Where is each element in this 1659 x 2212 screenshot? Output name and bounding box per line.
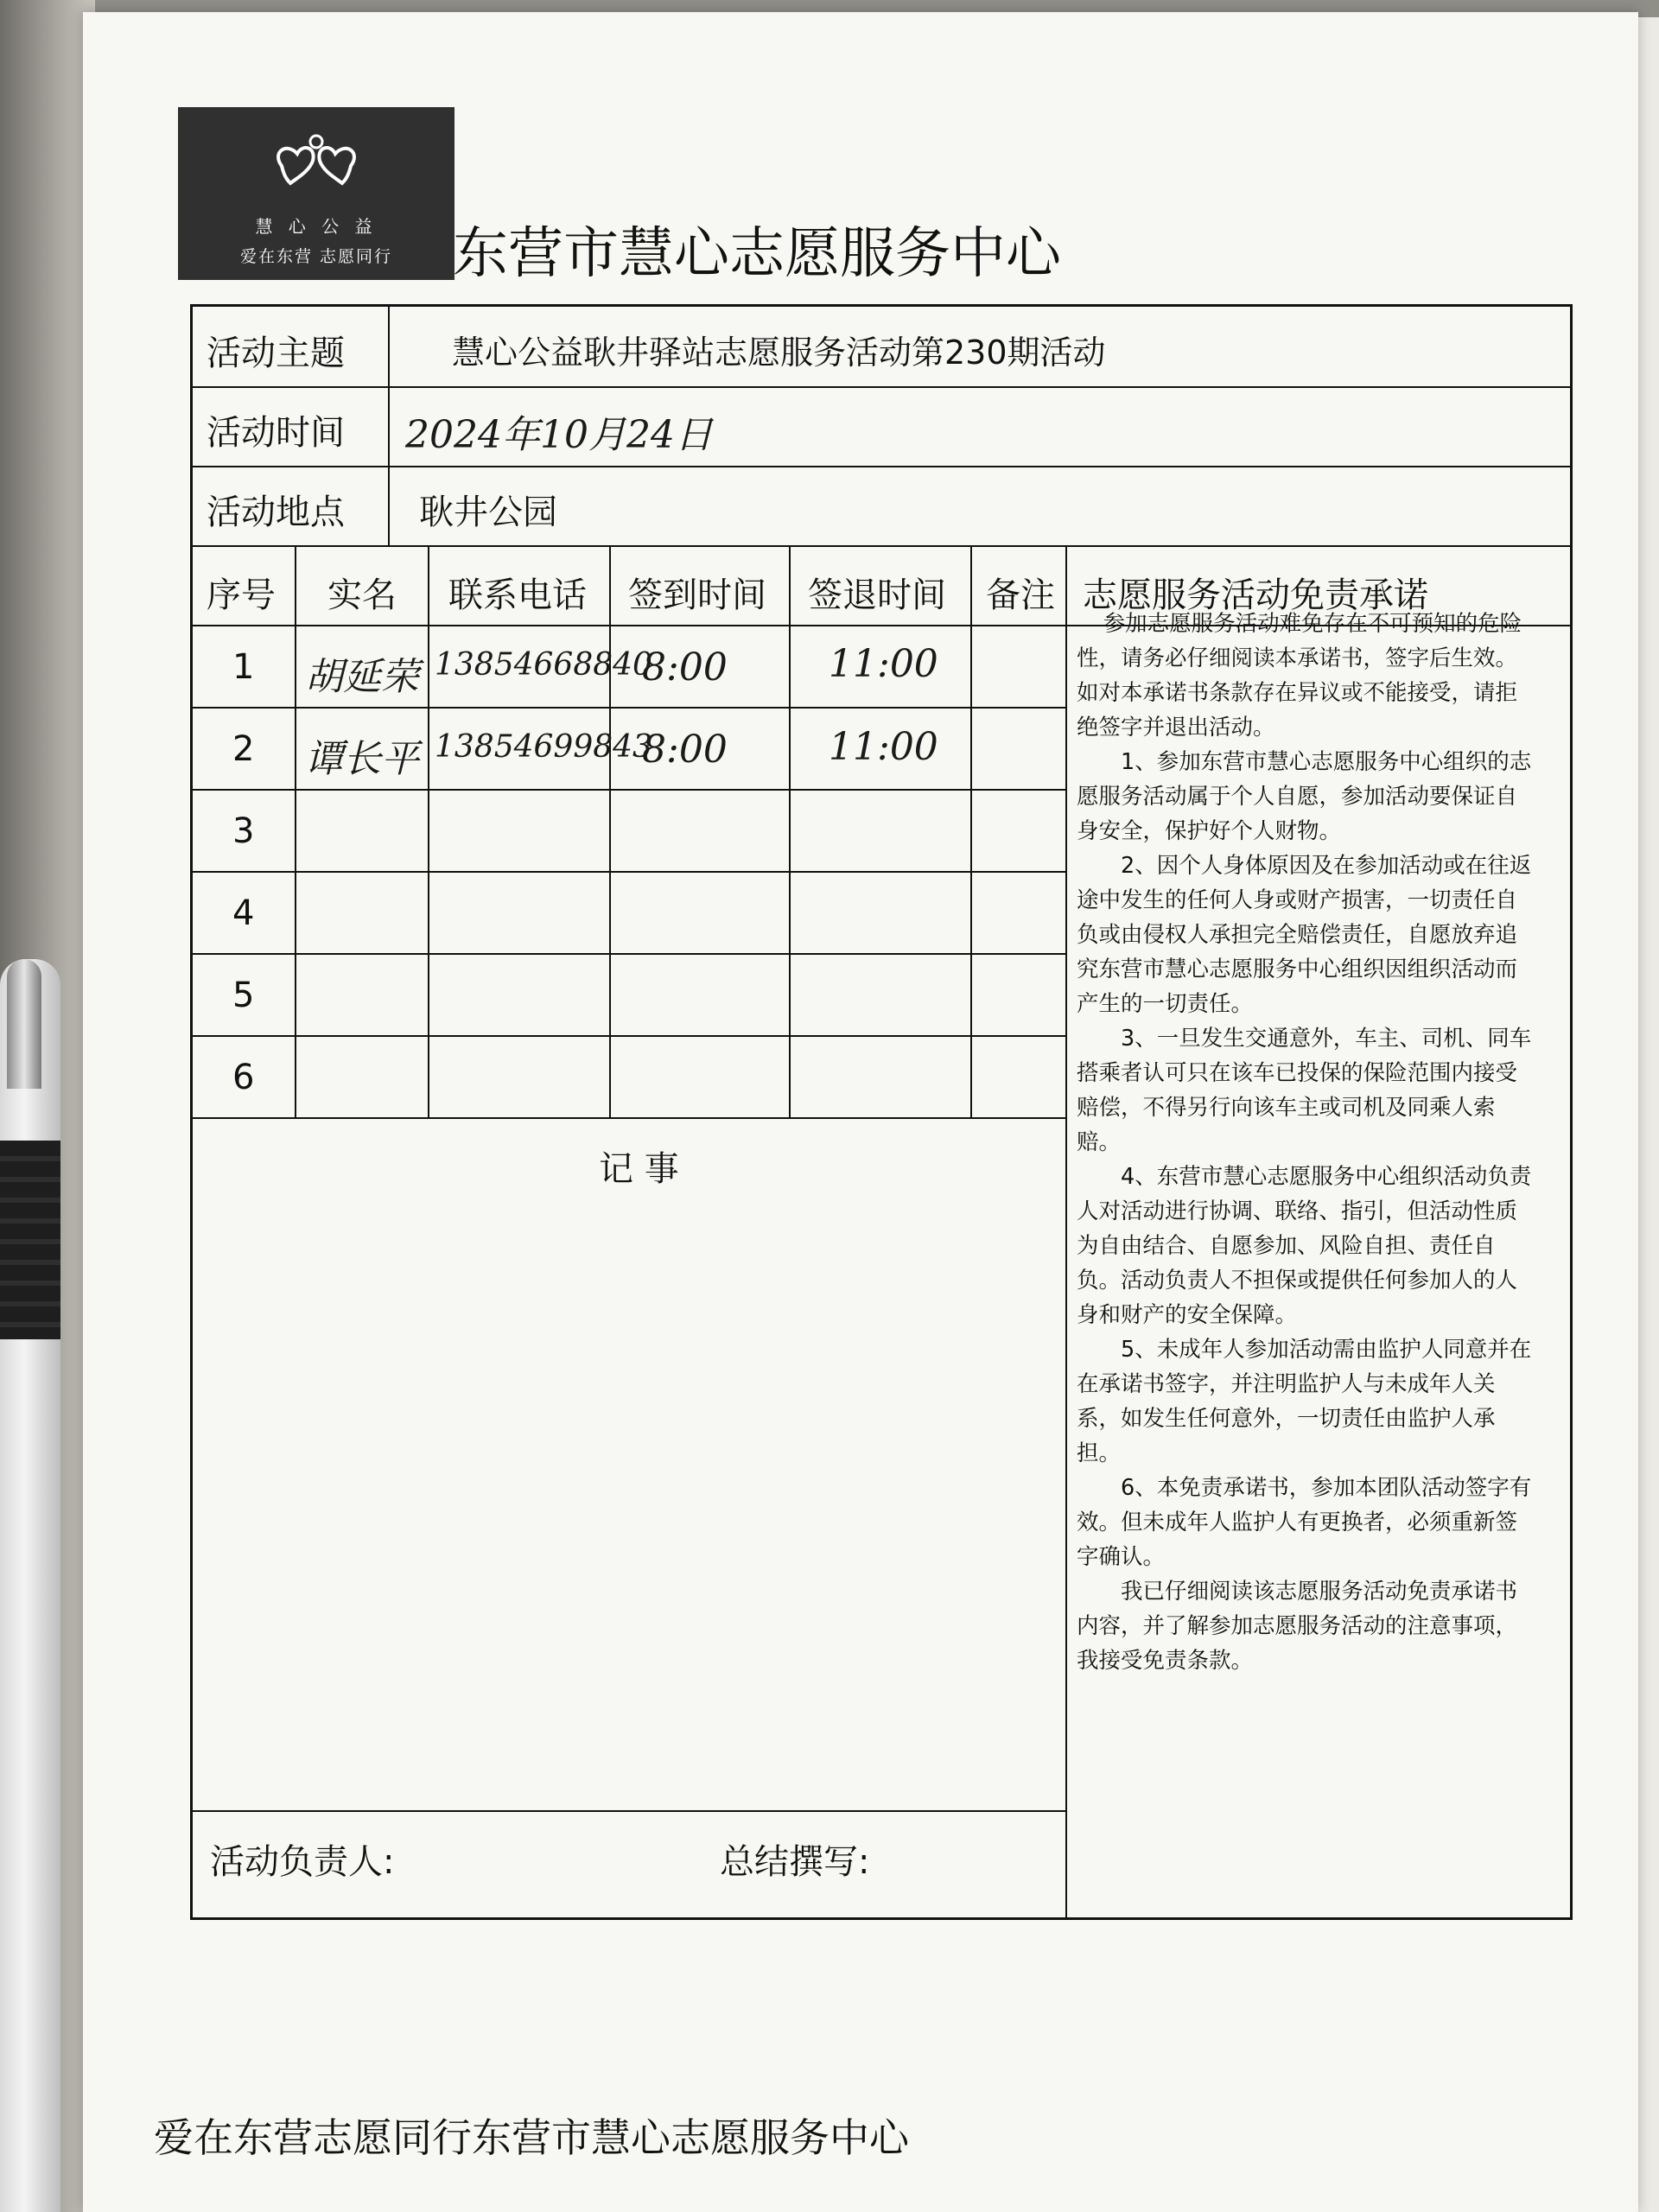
row-divider bbox=[193, 707, 1065, 709]
time-label: 活动时间 bbox=[207, 413, 345, 453]
col-divider bbox=[295, 545, 296, 1117]
row-divider bbox=[193, 1117, 1065, 1119]
summary-label: 总结撰写: bbox=[720, 1842, 870, 1882]
col-divider bbox=[388, 307, 390, 545]
col-divider bbox=[609, 545, 611, 1117]
col-divider bbox=[428, 545, 429, 1117]
col-divider bbox=[970, 545, 972, 1117]
leader-label: 活动负责人: bbox=[210, 1842, 395, 1882]
time-value[interactable]: 2024年10月24日 bbox=[405, 413, 713, 457]
row-divider bbox=[193, 545, 1570, 547]
place-label: 活动地点 bbox=[207, 493, 345, 532]
disclaimer-divider bbox=[1065, 545, 1067, 1919]
col-divider bbox=[789, 545, 791, 1117]
name-cell[interactable]: 谭长平 bbox=[305, 737, 419, 781]
disclaimer-paragraph: 3、一旦发生交通意外，车主、司机、同车搭乘者认可只在该车已投保的保险范围内接受赔偿，不得另行向该车主或司机及同乘人索赔。 bbox=[1077, 1026, 1532, 1155]
pen-grip bbox=[0, 1141, 60, 1339]
row-number: 2 bbox=[232, 729, 255, 769]
disclaimer-paragraph: 我已仔细阅读该志愿服务活动免责承诺书内容，并了解参加志愿服务活动的注意事项，我接受免责条款。 bbox=[1077, 1579, 1518, 1674]
checkin-cell[interactable]: 8:00 bbox=[642, 728, 728, 772]
checkout-cell[interactable]: 11:00 bbox=[829, 642, 938, 686]
checkin-cell[interactable]: 8:00 bbox=[642, 645, 728, 690]
disclaimer-title: 志愿服务活动免责承诺 bbox=[1083, 575, 1428, 615]
row-number: 5 bbox=[232, 976, 255, 1015]
header-phone: 联系电话 bbox=[448, 575, 587, 615]
theme-label: 活动主题 bbox=[207, 334, 345, 373]
heart-hands-logo-icon bbox=[264, 131, 368, 200]
disclaimer-paragraph: 1、参加东营市慧心志愿服务中心组织的志愿服务活动属于个人自愿，参加活动要保证自身安全，保护好个人财物。 bbox=[1077, 749, 1532, 844]
disclaimer-paragraph: 4、东营市慧心志愿服务中心组织活动负责人对活动进行协调、联络、指引，但活动性质为自由结合、自愿参加、风险自担、责任自负。活动负责人不担保或提供任何参加人的人身和财产的安全保障。 bbox=[1077, 1164, 1532, 1328]
row-divider bbox=[193, 871, 1065, 873]
row-divider bbox=[193, 1035, 1065, 1037]
row-divider bbox=[193, 953, 1065, 955]
header-no: 序号 bbox=[207, 575, 276, 615]
form-sheet bbox=[83, 12, 1638, 2212]
row-number: 6 bbox=[232, 1058, 255, 1097]
disclaimer-paragraph: 2、因个人身体原因及在参加活动或在往返途中发生的任何人身或财产损害，一切责任自负或由侵权人承担完全赔偿责任，自愿放弃追究东营市慧心志愿服务中心组织因组织活动而产生的一切责任。 bbox=[1077, 853, 1532, 1017]
phone-cell[interactable]: 13854668840 bbox=[435, 647, 652, 683]
row-divider bbox=[193, 789, 1065, 791]
pen-tip bbox=[7, 959, 41, 1089]
checkout-cell[interactable]: 11:00 bbox=[829, 725, 938, 769]
header-checkout: 签退时间 bbox=[808, 575, 946, 615]
disclaimer-paragraph: 6、本免责承诺书，参加本团队活动签字有效。但未成年人监护人有更换者，必须重新签字确认。 bbox=[1077, 1475, 1532, 1570]
row-number: 3 bbox=[232, 811, 255, 851]
row-divider bbox=[193, 1810, 1065, 1812]
footer-slogan: 爱在东营志愿同行东营市慧心志愿服务中心 bbox=[154, 2114, 909, 2161]
phone-cell[interactable]: 13854699843 bbox=[435, 729, 652, 765]
theme-value[interactable]: 慧心公益耿井驿站志愿服务活动第230期活动 bbox=[452, 334, 1106, 372]
header-name: 实名 bbox=[327, 575, 397, 615]
notes-label: 记 事 bbox=[599, 1149, 679, 1189]
header-checkin: 签到时间 bbox=[628, 575, 766, 615]
row-divider bbox=[193, 625, 1065, 626]
logo-slogan: 爱在东营 志愿同行 bbox=[239, 247, 393, 266]
row-divider bbox=[193, 466, 1570, 467]
logo bbox=[178, 107, 454, 280]
logo-name: 慧 心 公 益 bbox=[255, 216, 378, 237]
disclaimer-paragraph: 参加志愿服务活动难免存在不可预知的危险性，请务必仔细阅读本承诺书，签字后生效。如对本承诺书条款存在异议或不能接受，请拒绝签字并退出活动。 bbox=[1077, 611, 1522, 741]
row-number: 1 bbox=[232, 647, 255, 687]
row-divider bbox=[193, 386, 1570, 388]
header-note: 备注 bbox=[986, 575, 1055, 615]
page-title: 东营市慧心志愿服务中心 bbox=[453, 222, 1061, 286]
name-cell[interactable]: 胡延荣 bbox=[305, 655, 419, 699]
disclaimer-paragraph: 5、未成年人参加活动需由监护人同意并在在承诺书签字，并注明监护人与未成年人关系，如发生任何意外，一切责任由监护人承担。 bbox=[1077, 1337, 1532, 1466]
row-number: 4 bbox=[232, 893, 255, 933]
place-value[interactable]: 耿井公园 bbox=[419, 493, 557, 532]
disclaimer-text bbox=[1077, 607, 1538, 1678]
